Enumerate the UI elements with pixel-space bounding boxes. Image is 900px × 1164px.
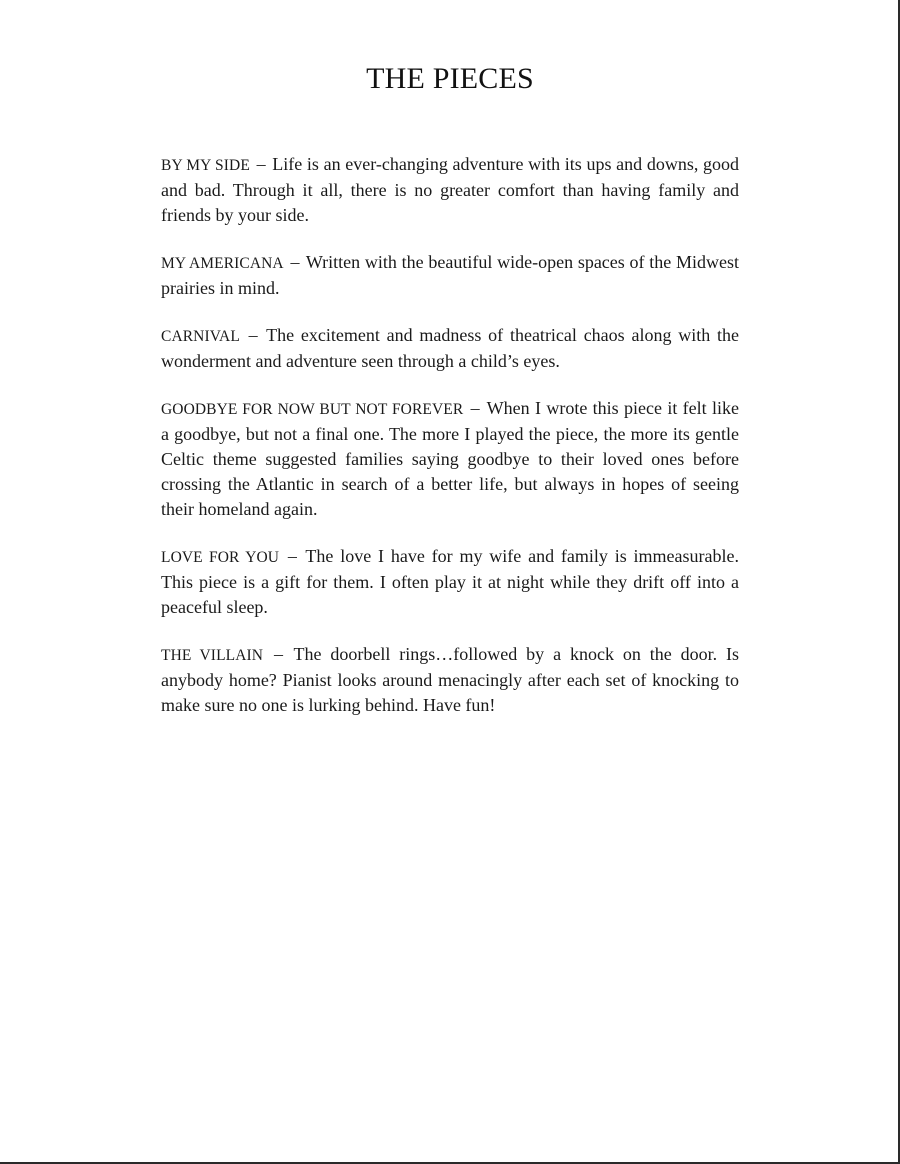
piece-separator: –: [248, 325, 258, 345]
piece-separator: –: [256, 154, 266, 174]
piece-goodbye-for-now: [161, 396, 739, 522]
piece-my-americana: [161, 250, 739, 301]
piece-by-my-side: [161, 152, 739, 228]
piece-description: The doorbell rings…followed by a knock on the door. Is anybody home? Pianist looks around menacingly after each set of knocking to make sure no one is lurking behind. Have fun!: [161, 644, 739, 715]
piece-name: MY AMERICANA: [161, 255, 284, 272]
piece-carnival: [161, 323, 739, 374]
piece-description: The excitement and madness of theatrical chaos along with the wonderment and adventure seen through a child’s eyes.: [161, 325, 739, 371]
piece-separator: –: [290, 252, 300, 272]
piece-the-villain: [161, 642, 739, 718]
piece-name: LOVE FOR YOU: [161, 549, 280, 566]
piece-name: CARNIVAL: [161, 328, 240, 345]
piece-separator: –: [287, 546, 297, 566]
piece-description: When I wrote this piece it felt like a goodbye, but not a final one. The more I played the piece, the more its gentle Celtic theme suggested families saying goodbye to their loved ones before crossing the Atlantic in search of a better life, but always in hopes of seeing their homeland again.: [161, 398, 739, 519]
page-title: THE PIECES: [366, 62, 534, 95]
piece-name: BY MY SIDE: [161, 157, 250, 174]
pieces-list: [161, 152, 739, 740]
piece-description: Life is an ever-changing adventure with its ups and downs, good and bad. Through it all, there is no greater comfort than having family and friends by your side.: [161, 154, 739, 225]
piece-description: Written with the beautiful wide-open spaces of the Midwest prairies in mind.: [161, 252, 740, 298]
piece-description: The love I have for my wife and family is immeasurable. This piece is a gift for them. I often play it at night while they drift off into a peaceful sleep.: [161, 546, 739, 617]
piece-love-for-you: [161, 544, 739, 620]
piece-name: GOODBYE FOR NOW BUT NOT FOREVER: [161, 401, 464, 418]
piece-separator: –: [273, 644, 283, 664]
piece-name: THE VILLAIN: [161, 647, 264, 664]
piece-separator: –: [470, 398, 480, 418]
